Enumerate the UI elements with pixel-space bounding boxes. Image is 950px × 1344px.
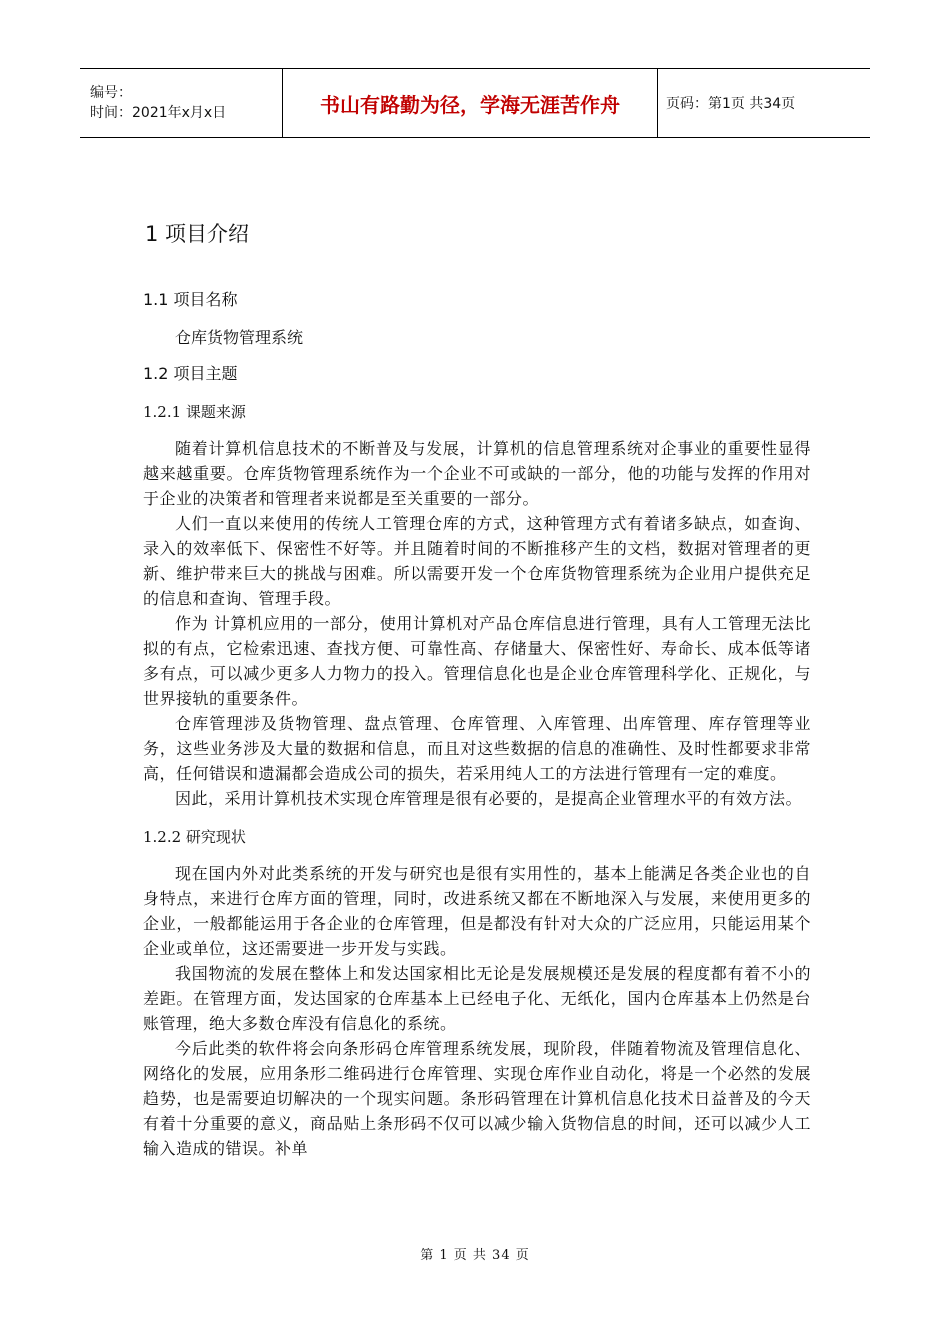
heading-1-2-2: 1.2.2 研究现状 xyxy=(143,828,246,846)
page-footer: 第 1 页 共 34 页 xyxy=(420,1248,530,1263)
header-meta xyxy=(80,69,282,137)
heading-1-2: 1.2 项目主题 xyxy=(143,364,238,383)
paragraph: 今后此类的软件将会向条形码仓库管理系统发展，现阶段，伴随着物流及管理信息化、网络化的发展，应用条形二维码进行仓库管理、实现仓库作业自动化，将是一个必然的发展趋势，也是需要迫切解决的一个现实问题。条形码管理在计算机信息化技术日益普及的今天有着十分重要的意义，商品贴上条形码不仅可以减少输入货物信息的时间，还可以减少人工输入造成的错误。补单 xyxy=(143,1039,811,1158)
document-date-label: 时间：2021年x月x日 xyxy=(90,105,227,121)
document-number-label: 编号： xyxy=(90,85,132,101)
paragraph: 人们一直以来使用的传统人工管理仓库的方式，这种管理方式有着诸多缺点，如查询、录入的效率低下、保密性不好等。并且随着时间的不断推移产生的文档，数据对管理者的更新、维护带来巨大的挑战与困难。所以需要开发一个仓库货物管理系统为企业用户提供充足的信息和查询、管理手段。 xyxy=(143,514,811,608)
heading-1: 1 项目介绍 xyxy=(145,222,250,246)
header-slogan: 书山有路勤为径，学海无涯苦作舟 xyxy=(282,69,658,137)
heading-1-1: 1.1 项目名称 xyxy=(143,290,238,309)
paragraph: 我国物流的发展在整体上和发达国家相比无论是发展规模还是发展的程度都有着不小的差距。在管理方面，发达国家的仓库基本上已经电子化、无纸化，国内仓库基本上仍然是台账管理，绝大多数仓库没有信息化的系统。 xyxy=(143,964,811,1033)
paragraph: 随着计算机信息技术的不断普及与发展，计算机的信息管理系统对企事业的重要性显得越来越重要。仓库货物管理系统作为一个企业不可或缺的一部分，他的功能与发挥的作用对于企业的决策者和管理者来说都是至关重要的一部分。 xyxy=(143,439,811,508)
project-name-text: 仓库货物管理系统 xyxy=(175,328,304,347)
document-body xyxy=(143,216,811,1161)
header-page-info: 页码：第1页 共34页 xyxy=(666,96,796,112)
page-header xyxy=(80,68,870,138)
paragraph: 现在国内外对此类系统的开发与研究也是很有实用性的，基本上能满足各类企业也的自身特点，来进行仓库方面的管理，同时，改进系统又都在不断地深入与发展，来使用更多的企业，一般都能运用于各企业的仓库管理，但是都没有针对大众的广泛应用，只能运用某个企业或单位，这还需要进一步开发与实践。 xyxy=(143,864,811,958)
paragraph: 仓库管理涉及货物管理、盘点管理、仓库管理、入库管理、出库管理、库存管理等业务，这些业务涉及大量的数据和信息，而且对这些数据的信息的准确性、及时性都要求非常高，任何错误和遗漏都会造成公司的损失，若采用纯人工的方法进行管理有一定的难度。 xyxy=(143,714,811,783)
heading-1-2-1: 1.2.1 课题来源 xyxy=(143,403,246,421)
paragraph: 因此，采用计算机技术实现仓库管理是很有必要的，是提高企业管理水平的有效方法。 xyxy=(175,789,803,808)
paragraph: 作为 计算机应用的一部分，使用计算机对产品仓库信息进行管理，具有人工管理无法比拟的有点，它检索迅速、查找方便、可靠性高、存储量大、保密性好、寿命长、成本低等诸多有点，可以减少更多人力物力的投入。管理信息化也是企业仓库管理科学化、正规化，与世界接轨的重要条件。 xyxy=(143,614,811,708)
